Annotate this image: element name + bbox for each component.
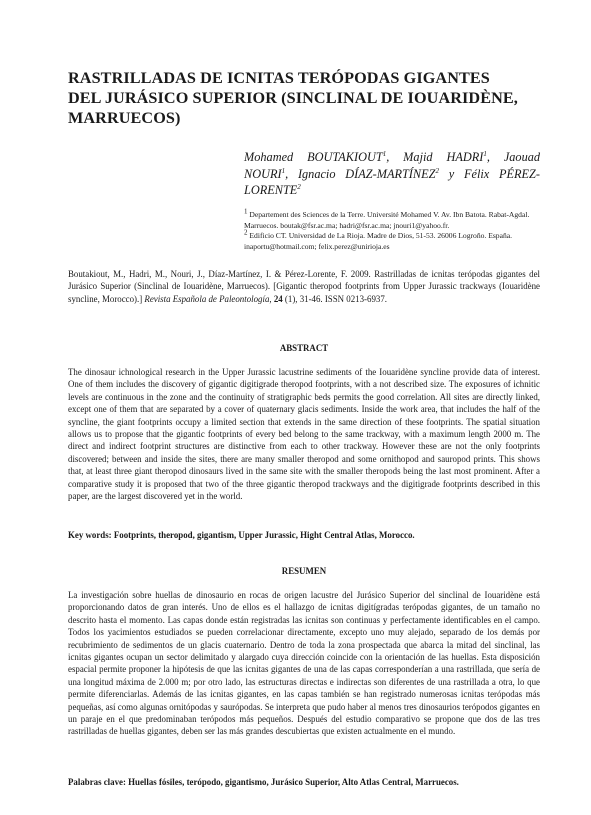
citation: Boutakiout, M., Hadri, M., Nouri, J., Díaz-Martínez, I. & Pérez-Lorente, F. 2009. Rastrilladas de icnitas terópodas gigantes del Jurásico Superior (Sinclinal de Iouaridène, Marruecos). [Gigantic theropod footprints from Upper Jurassic trackways (Iouaridène syncline, Morocco).] Revista Española de Paleontología, 24 (1), 31-46. ISSN 0213-6937. bbox=[68, 269, 540, 304]
affiliations bbox=[244, 207, 540, 252]
resumen-heading: RESUMEN bbox=[281, 566, 327, 576]
affiliation-marker: 2 bbox=[244, 228, 248, 237]
affiliation-marker: 1 bbox=[244, 207, 248, 216]
title-line-1: RASTRILLADAS DE ICNITAS TERÓPODAS GIGANTES bbox=[68, 69, 490, 87]
author-separator: , bbox=[386, 150, 404, 164]
author-affiliation-marker: 2 bbox=[297, 182, 301, 191]
author-affiliation-marker: 2 bbox=[435, 166, 439, 175]
abstract-heading: ABSTRACT bbox=[279, 343, 329, 353]
author-separator: , bbox=[486, 150, 504, 164]
citation-volume: 24 bbox=[273, 293, 283, 304]
resumen-text: La investigación sobre huellas de dinosaurio en rocas de origen lacustre del Jurásico Superior del sinclinal de Iouaridène está proporcionando datos de gran interés. Uno de ellos es el hallazgo de icnitas digitígradas terópodas gigantes, de un tamaño no descrito hasta el momento. Las capas donde están registradas las icnitas son continuas y perfectamente identificables en el campo. Todos los yacimientos estudiados se pueden correlacionar directamente, excepto uno muy alejado, separado de los demás por recubrimiento de sedimentos de un glacis cuaternario. Dentro de toda la zona prospectada que abarca la mitad del sinclinal, las icnitas gigantes ocupan un sector delimitado y alargado cuya dirección coincide con la orientación de las huellas. Esta disposición espacial permite proponer la hipótesis de que las icnitas gigantes de una de las capas corresponderían a una rastrillada, que sería de una longitud máxima de 2.000 m; por otro lado, las estructuras directas e indirectas son diferentes de una rastrillada a otra, lo que permite diferenciarlas. Además de las icnitas gigantes, en las capas también se han registrado numerosas icnitas terópodas más pequeñas, así como algunas ornitópodas y saurópodas. Se interpreta que pudo haber al menos tres dinosaurios terópodos gigantes en un paraje en el que predominaban terópodos más pequeños. Después del estudio comparativo se propone que dos de las tres rastrilladas de huellas gigantes, deben ser las más grandes descubiertas que existen actualmente en el mundo. bbox=[68, 590, 540, 737]
title-line-3: MARRUECOS) bbox=[68, 109, 181, 127]
paper-title bbox=[68, 68, 538, 128]
abstract-text: The dinosaur ichnological research in the Upper Jurassic lacustrine sediments of the Iouaridène syncline provide data of interest. One of them includes the discovery of gigantic digitigrade theropod footprints, with a not described size. The exposures of ichnitic levels are continuous in the zone and the continuity of stratigraphic beds permits the good correlation. All sites are directly linked, except one of them that are separated by a cover of quaternary glacis sediments. Inside the work area, that includes the half of the syncline, the giant footprints occupy a limited section that extends in the same direction of these footprints. The spatial situation allows us to propose that the gigantic footprints of every bed belong to the same trackway, with a maximum length 2000 m. The direct and indirect footprint structures are distinctive from each to other trackway. However these are not the only footprints discovered; between and inside the sites, there are many smaller theropod and some ornithopod and sauropod prints. This shows that, at least three giant theropod dinosaurs lived in the same site with the smaller theropods being the last most prominent. After a comparative study it is proposed that two of the three gigantic theropod trackways and the digitigrade footprints described in this paper, are the largest discovered yet in the world. bbox=[68, 367, 540, 502]
title-line-2: DEL JURÁSICO SUPERIOR (SINCLINAL DE IOUARIDÈNE, bbox=[68, 89, 518, 107]
citation-journal: Revista Española de Paleontología bbox=[144, 293, 270, 304]
author-separator: , bbox=[285, 166, 298, 181]
affiliation-1 bbox=[244, 207, 540, 231]
author-name: Jaouad NOURI bbox=[244, 150, 541, 181]
author-name: Mohamed BOUTAKIOUT bbox=[244, 150, 383, 164]
abstract-keywords: Key words: Footprints, theropod, gigantism, Upper Jurassic, Hight Central Atlas, Morocco. bbox=[68, 530, 415, 540]
affiliation-text: Departement des Sciences de la Terre. Université Mohamed V. Av. Ibn Batota. Rabat-Agdal. Marruecos. boutak@fsr.ac.ma; hadri@fsr.ac.ma; jnouri1@yahoo.fr. bbox=[244, 210, 530, 230]
resumen-keywords: Palabras clave: Huellas fósiles, terópodo, gigantismo, Jurásico Superior, Alto Atlas Central, Marruecos. bbox=[68, 777, 459, 787]
citation-rest: (1), 31-46. ISSN 0213-6937. bbox=[284, 293, 387, 304]
author-separator: y bbox=[438, 166, 464, 181]
author-name: Ignacio DÍAZ-MARTÍNEZ bbox=[297, 166, 436, 181]
affiliation-2 bbox=[244, 228, 540, 252]
author-affiliation-marker: 1 bbox=[281, 166, 286, 175]
author-affiliation-marker: 1 bbox=[483, 149, 487, 158]
author-list bbox=[244, 149, 540, 199]
citation-text: Boutakiout, M., Hadri, M., Nouri, J., Díaz-Martínez, I. & Pérez-Lorente, F. 2009. Rastrilladas de icnitas terópodas gigantes del Jurásico Superior (Sinclinal de Iouaridène, Marruecos). [Gigantic theropod footprints from Upper Jurassic trackways (Iouaridène syncline, Morocco).] bbox=[68, 269, 540, 304]
author-name: Majid HADRI bbox=[403, 150, 484, 164]
affiliation-text: Edificio CT. Universidad de La Rioja. Madre de Dios, 51-53. 26006 Logroño. España. inaportu@hotmail.com; felix.perez@unirioja.es bbox=[244, 231, 513, 251]
author-name: Félix PÉREZ-LORENTE bbox=[244, 166, 540, 197]
author-affiliation-marker: 1 bbox=[382, 149, 387, 158]
